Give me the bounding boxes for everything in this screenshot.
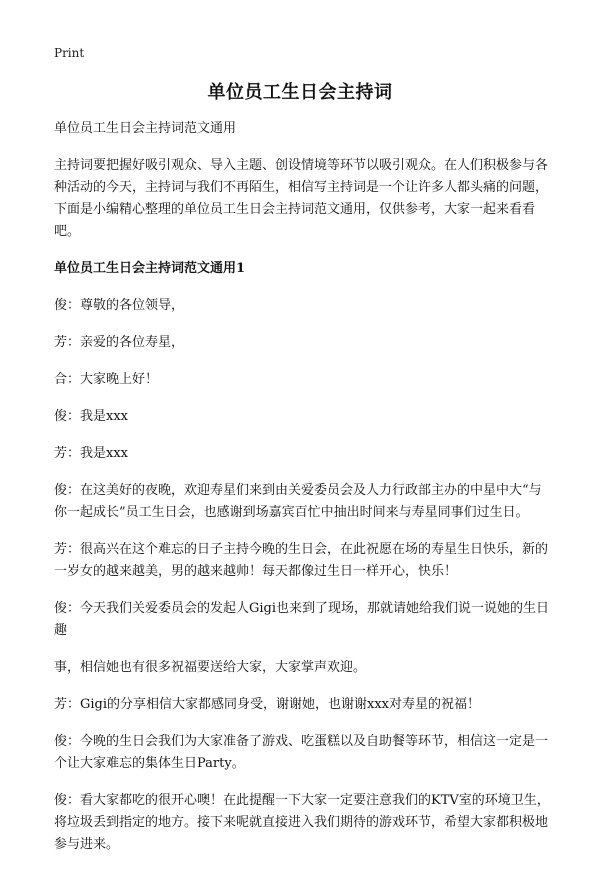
script-line: 俊：今晚的生日会我们为大家准备了游戏、吃蛋糕以及自助餐等环节，相信这一定是一个让大家难忘的集体生日Party。 bbox=[54, 734, 549, 771]
script-line: 俊：尊敬的各位领导， bbox=[54, 298, 185, 313]
script-line: 合：大家晚上好！ bbox=[54, 372, 159, 387]
script-line: 芳：亲爱的各位寿星， bbox=[54, 335, 185, 350]
script-line: 俊：在这美好的夜晚，欢迎寿星们来到由关爱委员会及人力行政部主办的中星中大“与你一起成长”员工生日会，也感谢到场嘉宾百忙中抽出时间来与寿星同事们过生日。 bbox=[54, 483, 542, 520]
script-line: 芳：我是xxx bbox=[54, 446, 128, 461]
document-subtitle: 单位员工生日会主持词范文通用 bbox=[54, 121, 237, 136]
script-line: 芳：很高兴在这个难忘的日子主持今晚的生日会，在此祝愿在场的寿星生日快乐，新的一岁女的越来越美，男的越来越帅！每天都像过生日一样开心，快乐！ bbox=[54, 542, 549, 579]
print-link[interactable]: Print bbox=[54, 46, 85, 60]
script-line: 俊：今天我们关爱委员会的发起人Gigi也来到了现场，那就请她给我们说一说她的生日趣 bbox=[54, 601, 550, 638]
script-line: 俊：我是xxx bbox=[54, 409, 128, 424]
script-line: 事，相信她也有很多祝福要送给大家，大家掌声欢迎。 bbox=[54, 660, 367, 675]
document-body bbox=[54, 118, 550, 871]
page-title: 单位员工生日会主持词 bbox=[207, 82, 393, 103]
script-line: 俊：看大家都吃的很开心噢！在此提醒一下大家一定要注意我们的KTV室的环境卫生，将垃圾丢到指定的地方。接下来呢就直接进入我们期待的游戏环节，希望大家都积极地参与进来。 bbox=[54, 793, 550, 852]
script-line: 芳：Gigi的分享相信大家都感同身受，谢谢她，也谢谢xxx对寿星的祝福！ bbox=[54, 697, 481, 712]
intro-paragraph: 主持词要把握好吸引观众、导入主题、创设情境等环节以吸引观众。在人们积极参与各种活动的今天，主持词与我们不再陌生，相信写主持词是一个让许多人都头痛的问题，下面是小编精心整理的单位员工生日会主持词范文通用，仅供参考，大家一起来看看吧。 bbox=[54, 158, 549, 239]
section-heading: 单位员工生日会主持词范文通用1 bbox=[54, 261, 246, 276]
